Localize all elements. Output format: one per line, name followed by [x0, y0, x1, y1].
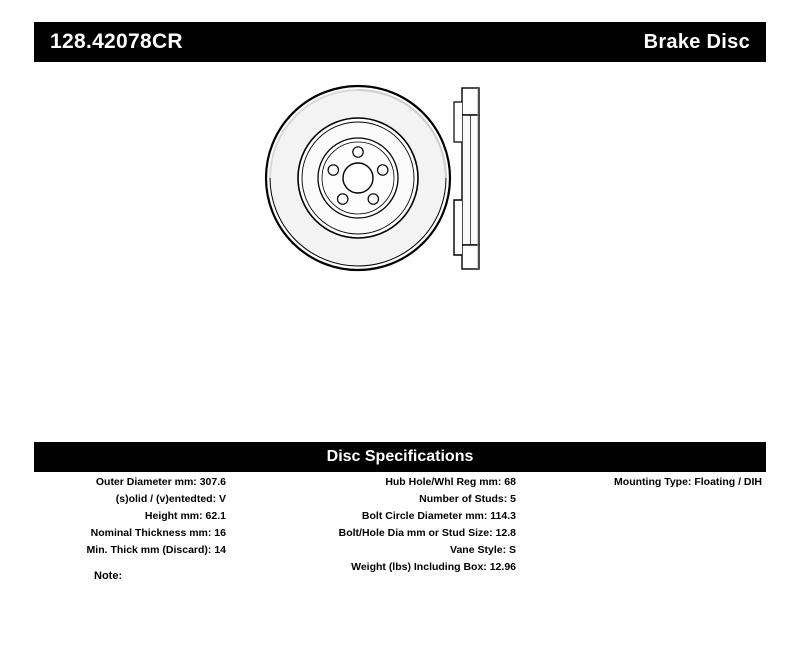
part-number: 128.42078CR	[50, 30, 183, 53]
note-row	[34, 570, 334, 582]
spec-item: Bolt/Hole Dia mm or Stud Size: 12.8	[338, 527, 516, 539]
spec-title: Disc Specifications	[326, 448, 474, 465]
header-bar	[34, 22, 766, 62]
spec-item: Vane Style: S	[450, 544, 516, 556]
spec-item: Height mm: 62.1	[144, 510, 226, 522]
spec-columns	[34, 474, 766, 576]
spec-item: Min. Thick mm (Discard): 14	[86, 544, 226, 556]
spec-column-left	[34, 474, 234, 576]
spec-item: Number of Studs: 5	[419, 493, 516, 505]
spec-column-right	[524, 474, 766, 576]
product-type-label: Brake Disc	[643, 30, 750, 53]
spec-item: Bolt Circle Diameter mm: 114.3	[361, 510, 516, 522]
brake-disc-face-view	[266, 86, 450, 270]
spec-item: Mounting Type: Floating / DIH	[614, 476, 762, 488]
spec-item: (s)olid / (v)entedted: V	[115, 493, 226, 505]
note-label: Note:	[94, 570, 123, 582]
spec-title-bar	[34, 442, 766, 472]
spec-column-middle	[234, 474, 524, 576]
product-illustration	[240, 80, 580, 290]
brake-disc-edge-view	[454, 88, 479, 269]
spec-item: Hub Hole/Whl Reg mm: 68	[385, 476, 516, 488]
spec-item: Outer Diameter mm: 307.6	[95, 476, 226, 488]
spec-item: Nominal Thickness mm: 16	[90, 527, 226, 539]
spec-item: Weight (lbs) Including Box: 12.96	[351, 561, 516, 573]
